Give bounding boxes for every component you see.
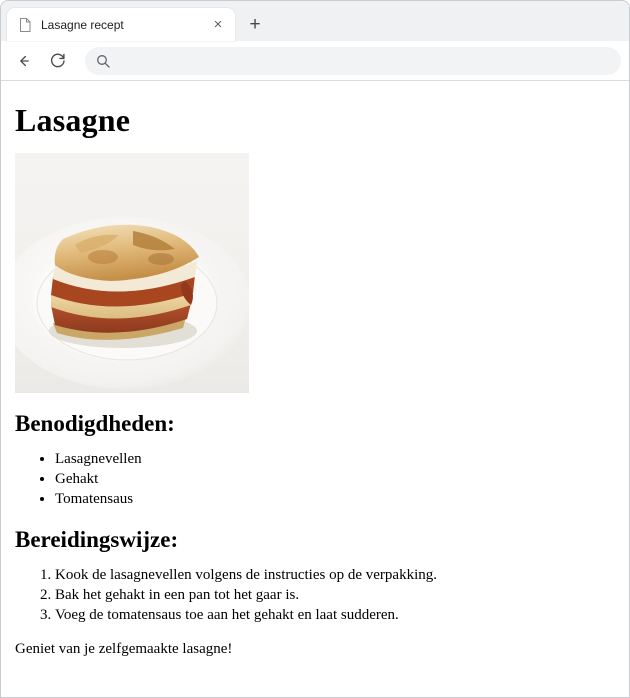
list-item: 1. Kook de lasagnevellen volgens de instructies op de verpakking. [55,565,615,585]
search-icon [95,53,111,69]
lasagne-photo [15,153,249,393]
steps-heading: Bereidingswijze: [15,527,179,553]
list-item: • Gehakt [55,469,615,489]
steps-list [15,565,615,625]
new-tab-button[interactable]: + [249,13,261,35]
list-item: • Lasagnevellen [55,449,615,469]
address-input[interactable] [119,53,611,69]
page-viewport [1,81,629,697]
address-bar[interactable] [85,47,621,75]
browser-toolbar [1,41,629,81]
tab-lasagne-recept[interactable] [7,8,235,41]
page-content [1,81,629,658]
list-item: 3. Voeg de tomatensaus toe aan het gehakt en laat sudderen. [55,605,615,625]
closing-text: Geniet van je zelfgemaakte lasagne! [15,640,233,657]
tab-strip [1,1,629,41]
reload-button[interactable] [43,46,73,76]
document-icon [17,17,33,33]
ingredients-heading: Benodigdheden: [15,411,175,436]
close-icon[interactable]: × [213,16,223,33]
ingredients-list [15,449,615,509]
page-title: Lasagne [15,102,131,138]
list-item: • Tomatensaus [55,489,615,509]
list-item: 2. Bak het gehakt in een pan tot het gaar is. [55,585,615,605]
tab-title: Lasagne recept [41,17,124,32]
back-button[interactable] [9,46,39,76]
